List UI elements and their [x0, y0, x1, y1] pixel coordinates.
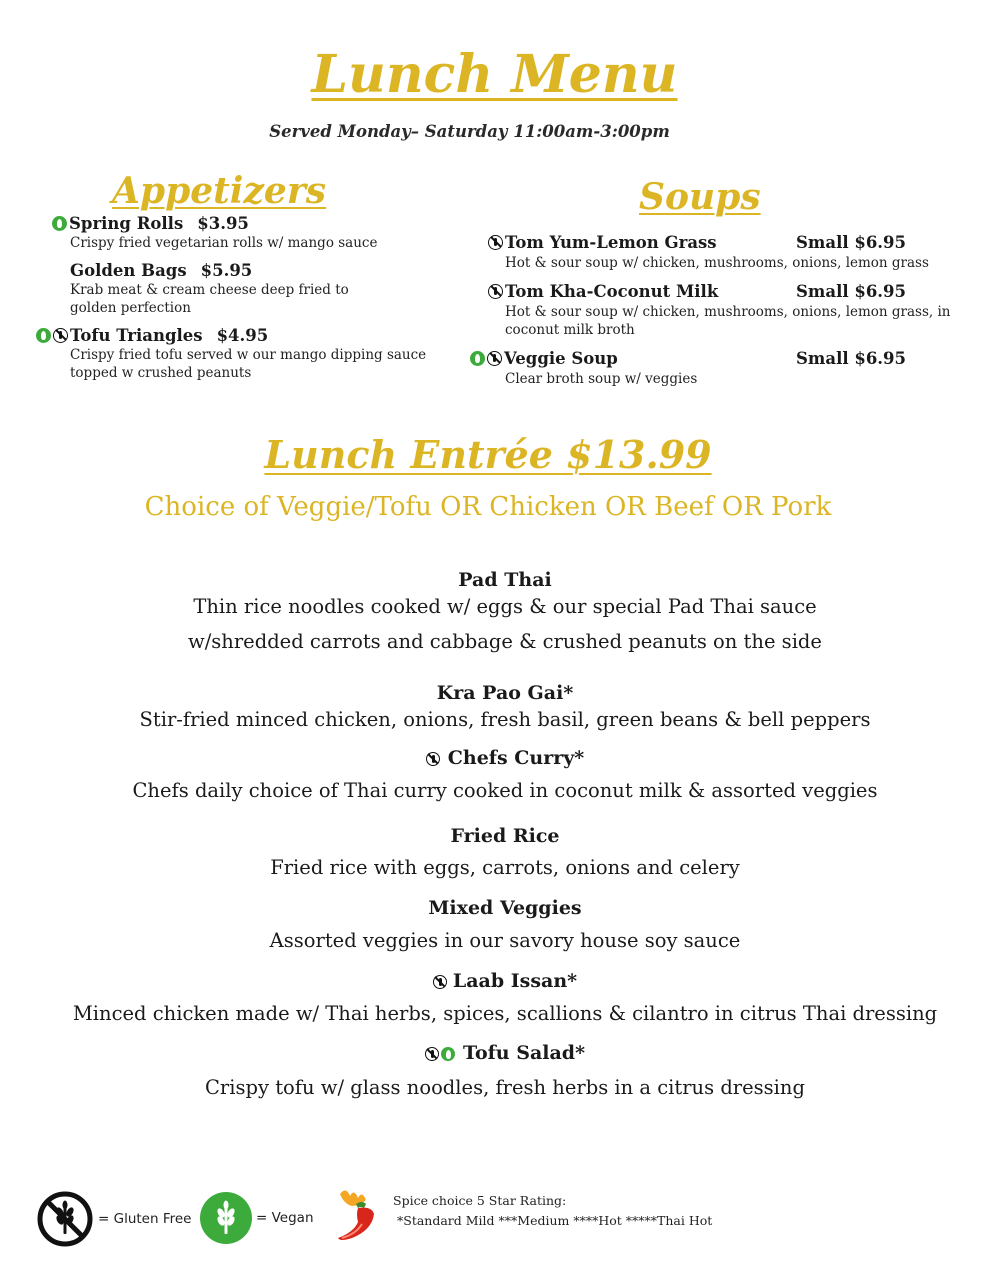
served-hours: Served Monday– Saturday 11:00am-3:00pm [269, 122, 670, 141]
entree-description: Thin rice noodles cooked w/ eggs & our special Pad Thai sauce [193, 595, 817, 618]
item-name: Tom Yum-Lemon Grass [505, 233, 717, 252]
appetizer-item [36, 326, 268, 345]
item-price: $5.95 [200, 261, 253, 280]
item-price: $3.95 [197, 214, 249, 233]
gluten-free-icon [488, 235, 503, 250]
entree-name: Laab Issan* [452, 970, 578, 992]
appetizers-heading: Appetizers [112, 170, 327, 212]
vegan-icon [52, 216, 67, 231]
entree-item-header [0, 970, 989, 992]
soups-heading: Soups [639, 176, 761, 218]
entree-description: Minced chicken made w/ Thai herbs, spices, scallions & cilantro in citrus Thai dressing [72, 1002, 938, 1025]
item-description: Krab meat & cream cheese deep fried to [70, 282, 349, 298]
gluten-free-icon [426, 752, 440, 766]
item-description: topped w crushed peanuts [70, 365, 252, 381]
gluten-free-legend-icon [36, 1190, 94, 1248]
item-price: $4.95 [216, 326, 269, 345]
item-name: Tofu Triangles [70, 326, 203, 345]
item-description: Hot & sour soup w/ chicken, mushrooms, onions, lemon grass [505, 255, 929, 271]
spice-rating-title: Spice choice 5 Star Rating: [393, 1193, 567, 1208]
entree-description: Stir-fried minced chicken, onions, fresh basil, green beans & bell peppers [139, 708, 871, 731]
entree-name: Chefs Curry* [447, 747, 585, 769]
soup-item [488, 282, 718, 301]
item-name: Veggie Soup [504, 349, 618, 368]
gluten-free-icon [53, 328, 68, 343]
entree-name: Mixed Veggies [428, 897, 582, 919]
entree-name: Pad Thai [458, 569, 552, 591]
gluten-free-icon [488, 284, 503, 299]
vegan-icon [441, 1047, 455, 1061]
soup-item [470, 349, 618, 368]
item-name: Golden Bags [70, 261, 187, 280]
item-description: Clear broth soup w/ veggies [505, 371, 698, 387]
entree-name: Kra Pao Gai* [436, 682, 574, 704]
item-price: Small $6.95 [796, 349, 907, 368]
entree-description: w/shredded carrots and cabbage & crushed peanuts on the side [188, 630, 822, 653]
gluten-free-icon [487, 351, 502, 366]
entree-name: Fried Rice [450, 825, 560, 847]
entree-description: Chefs daily choice of Thai curry cooked in coconut milk & assorted veggies [132, 779, 878, 802]
appetizer-item [70, 261, 252, 280]
page-title: Lunch Menu [311, 44, 678, 105]
item-description: Hot & sour soup w/ chicken, mushrooms, onions, lemon grass, in [505, 304, 951, 320]
item-description: Crispy fried vegetarian rolls w/ mango sauce [70, 235, 378, 251]
entree-description: Assorted veggies in our savory house soy sauce [269, 929, 741, 952]
entree-name: Tofu Salad* [462, 1042, 585, 1064]
item-price: Small $6.95 [796, 233, 907, 252]
entree-title: Lunch Entrée $13.99 [264, 432, 712, 477]
vegan-icon [470, 351, 485, 366]
vegan-icon [36, 328, 51, 343]
gluten-free-icon [433, 975, 447, 989]
entree-description: Crispy tofu w/ glass noodles, fresh herbs in a citrus dressing [205, 1076, 805, 1099]
vegan-legend-label: = Vegan [256, 1210, 314, 1226]
gluten-free-legend-label: = Gluten Free [98, 1211, 192, 1227]
entree-subtitle: Choice of Veggie/Tofu OR Chicken OR Beef OR Pork [144, 492, 832, 522]
item-description: Crispy fried tofu served w our mango dipping sauce [70, 347, 427, 363]
item-name: Spring Rolls [69, 214, 184, 233]
appetizer-item [52, 214, 249, 233]
item-description: coconut milk broth [505, 322, 635, 338]
item-name: Tom Kha-Coconut Milk [505, 282, 719, 301]
vegan-legend-icon [199, 1191, 253, 1245]
entree-item-header [0, 1042, 989, 1064]
gluten-free-icon [425, 1047, 439, 1061]
soup-item [488, 233, 717, 252]
spice-rating-levels: *Standard Mild ***Medium ****Hot *****Thai Hot [397, 1213, 713, 1228]
item-price: Small $6.95 [796, 282, 907, 301]
entree-item-header [0, 747, 989, 769]
item-description: golden perfection [70, 300, 191, 316]
chili-pepper-icon [332, 1184, 382, 1244]
entree-description: Fried rice with eggs, carrots, onions and celery [270, 856, 740, 879]
